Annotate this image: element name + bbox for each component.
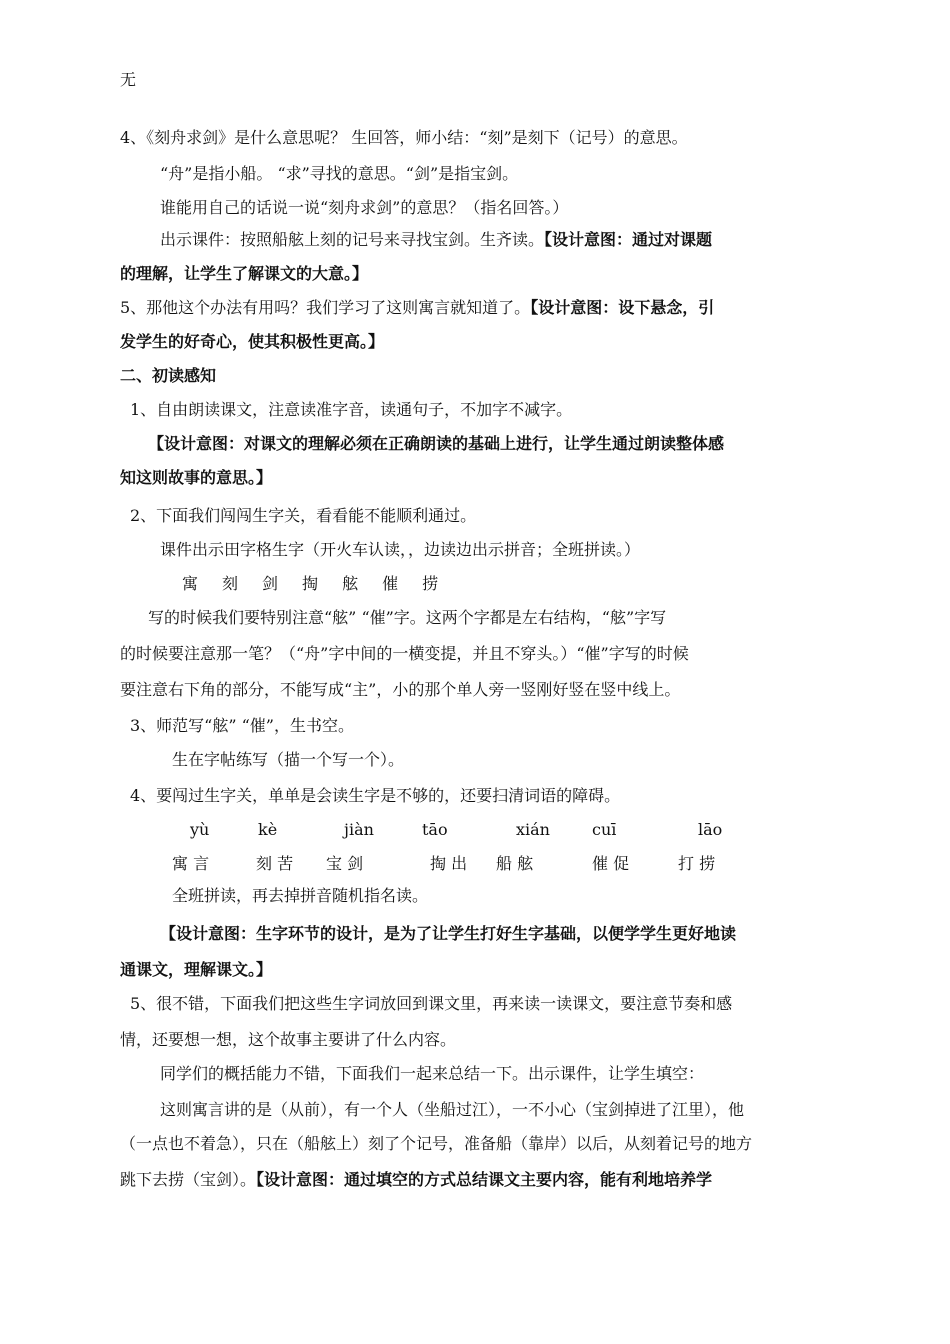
paragraph-line: 1、自由朗读课文，注意读准字音，读通句子，不加字不减字。 [130,400,573,419]
paragraph-line: 4、《刻舟求剑》是什么意思呢？ 生回答，师小结：“刻”是刻下（记号）的意思。 [120,128,688,147]
section-heading: 二、初读感知 [120,366,217,385]
text-run: 出示课件：按照船舷上刻的记号来寻找宝剑。生齐读。 [160,230,545,249]
paragraph-line: 这则寓言讲的是（从前），有一个人（坐船过江），一不小心（宝剑掉进了江里），他 [160,1100,745,1119]
paragraph-line [160,230,712,250]
design-intent-note: 【设计意图：对课文的理解必须在正确朗读的基础上进行，让学生通过朗读整体感 [148,434,725,453]
paragraph-line [120,1170,712,1190]
paragraph-line: 的时候要注意那一笔？（“舟”字中间的一横变提，并且不穿头。）“催”字写的时候 [120,644,689,663]
new-character: 刻 [222,574,239,593]
paragraph-line: 全班拼读，再去掉拼音随机指名读。 [172,886,429,905]
design-intent-note: 的理解，让学生了解课文的大意。】 [120,264,369,283]
paragraph-line: 同学们的概括能力不错，下面我们一起来总结一下。出示课件，让学生填空： [160,1064,705,1083]
design-intent-note: 【设计意图：生字环节的设计，是为了让学生打好生字基础，以便学学生更好地读 [160,924,737,943]
header-text: 无 [120,70,137,89]
vocabulary-word: 打 捞 [678,854,716,873]
vocabulary-word: 宝 剑 [326,854,364,873]
new-character: 催 [382,574,399,593]
pinyin: cuī [592,820,617,839]
paragraph-line: 谁能用自己的话说一说“刻舟求剑”的意思？（指名回答。） [160,198,569,217]
pinyin: xián [516,820,550,839]
paragraph-line: 要注意右下角的部分，不能写成“主”，小的那个单人旁一竖刚好竖在竖中线上。 [120,680,681,699]
vocabulary-word: 刻 苦 [256,854,294,873]
pinyin: jiàn [344,820,374,839]
new-character: 掏 [302,574,319,593]
vocabulary-word: 催 促 [592,854,630,873]
paragraph-line: 4、要闯过生字关，单单是会读生字是不够的，还要扫清词语的障碍。 [130,786,621,805]
new-character: 剑 [262,574,279,593]
vocabulary-word: 寓 言 [172,854,210,873]
vocabulary-word: 掏 出 [430,854,468,873]
new-character: 寓 [182,574,199,593]
pinyin: lāo [698,820,723,839]
vocabulary-word: 船 舷 [496,854,534,873]
design-intent-note: 【设计意图：设下悬念，引 [530,298,715,317]
paragraph-line: 3、师范写“舷” “催”，生书空。 [130,716,354,735]
text-run: 5、那他这个办法有用吗？我们学习了这则寓言就知道了。 [120,298,531,317]
paragraph-line: 情，还要想一想，这个故事主要讲了什么内容。 [120,1030,457,1049]
design-intent-note: 发学生的好奇心，使其积极性更高。】 [120,332,385,351]
paragraph-line: “舟”是指小船。 “求”寻找的意思。“剑”是指宝剑。 [160,164,519,183]
design-intent-note: 【设计意图：通过对课题 [544,230,713,249]
pinyin: tāo [422,820,448,839]
paragraph-line [120,298,714,318]
design-intent-note: 知这则故事的意思。】 [120,468,273,487]
pinyin: kè [258,820,278,839]
text-run: 跳下去捞（宝剑）。 [120,1170,257,1189]
paragraph-line: 2、下面我们闯闯生字关，看看能不能顺利通过。 [130,506,477,525]
design-intent-note: 【设计意图：通过填空的方式总结课文主要内容，能有利地培养学 [256,1170,713,1189]
pinyin: yù [190,820,210,839]
new-character: 捞 [422,574,439,593]
paragraph-line: 写的时候我们要特别注意“舷” “催”字。这两个字都是左右结构，“舷”字写 [148,608,667,627]
paragraph-line: 5、很不错，下面我们把这些生字词放回到课文里，再来读一读课文，要注意节奏和感 [130,994,733,1013]
new-characters-row [182,574,462,594]
paragraph-line: 生在字帖练写（描一个写一个）。 [172,750,405,769]
new-character: 舷 [342,574,359,593]
paragraph-line: 课件出示田字格生字（开火车认读，，边读边出示拼音；全班拼读。） [160,540,641,559]
paragraph-line: （一点也不着急），只在（船舷上）刻了个记号，准备船（靠岸）以后，从刻着记号的地方 [120,1134,753,1153]
design-intent-note: 通课文，理解课文。】 [120,960,273,979]
